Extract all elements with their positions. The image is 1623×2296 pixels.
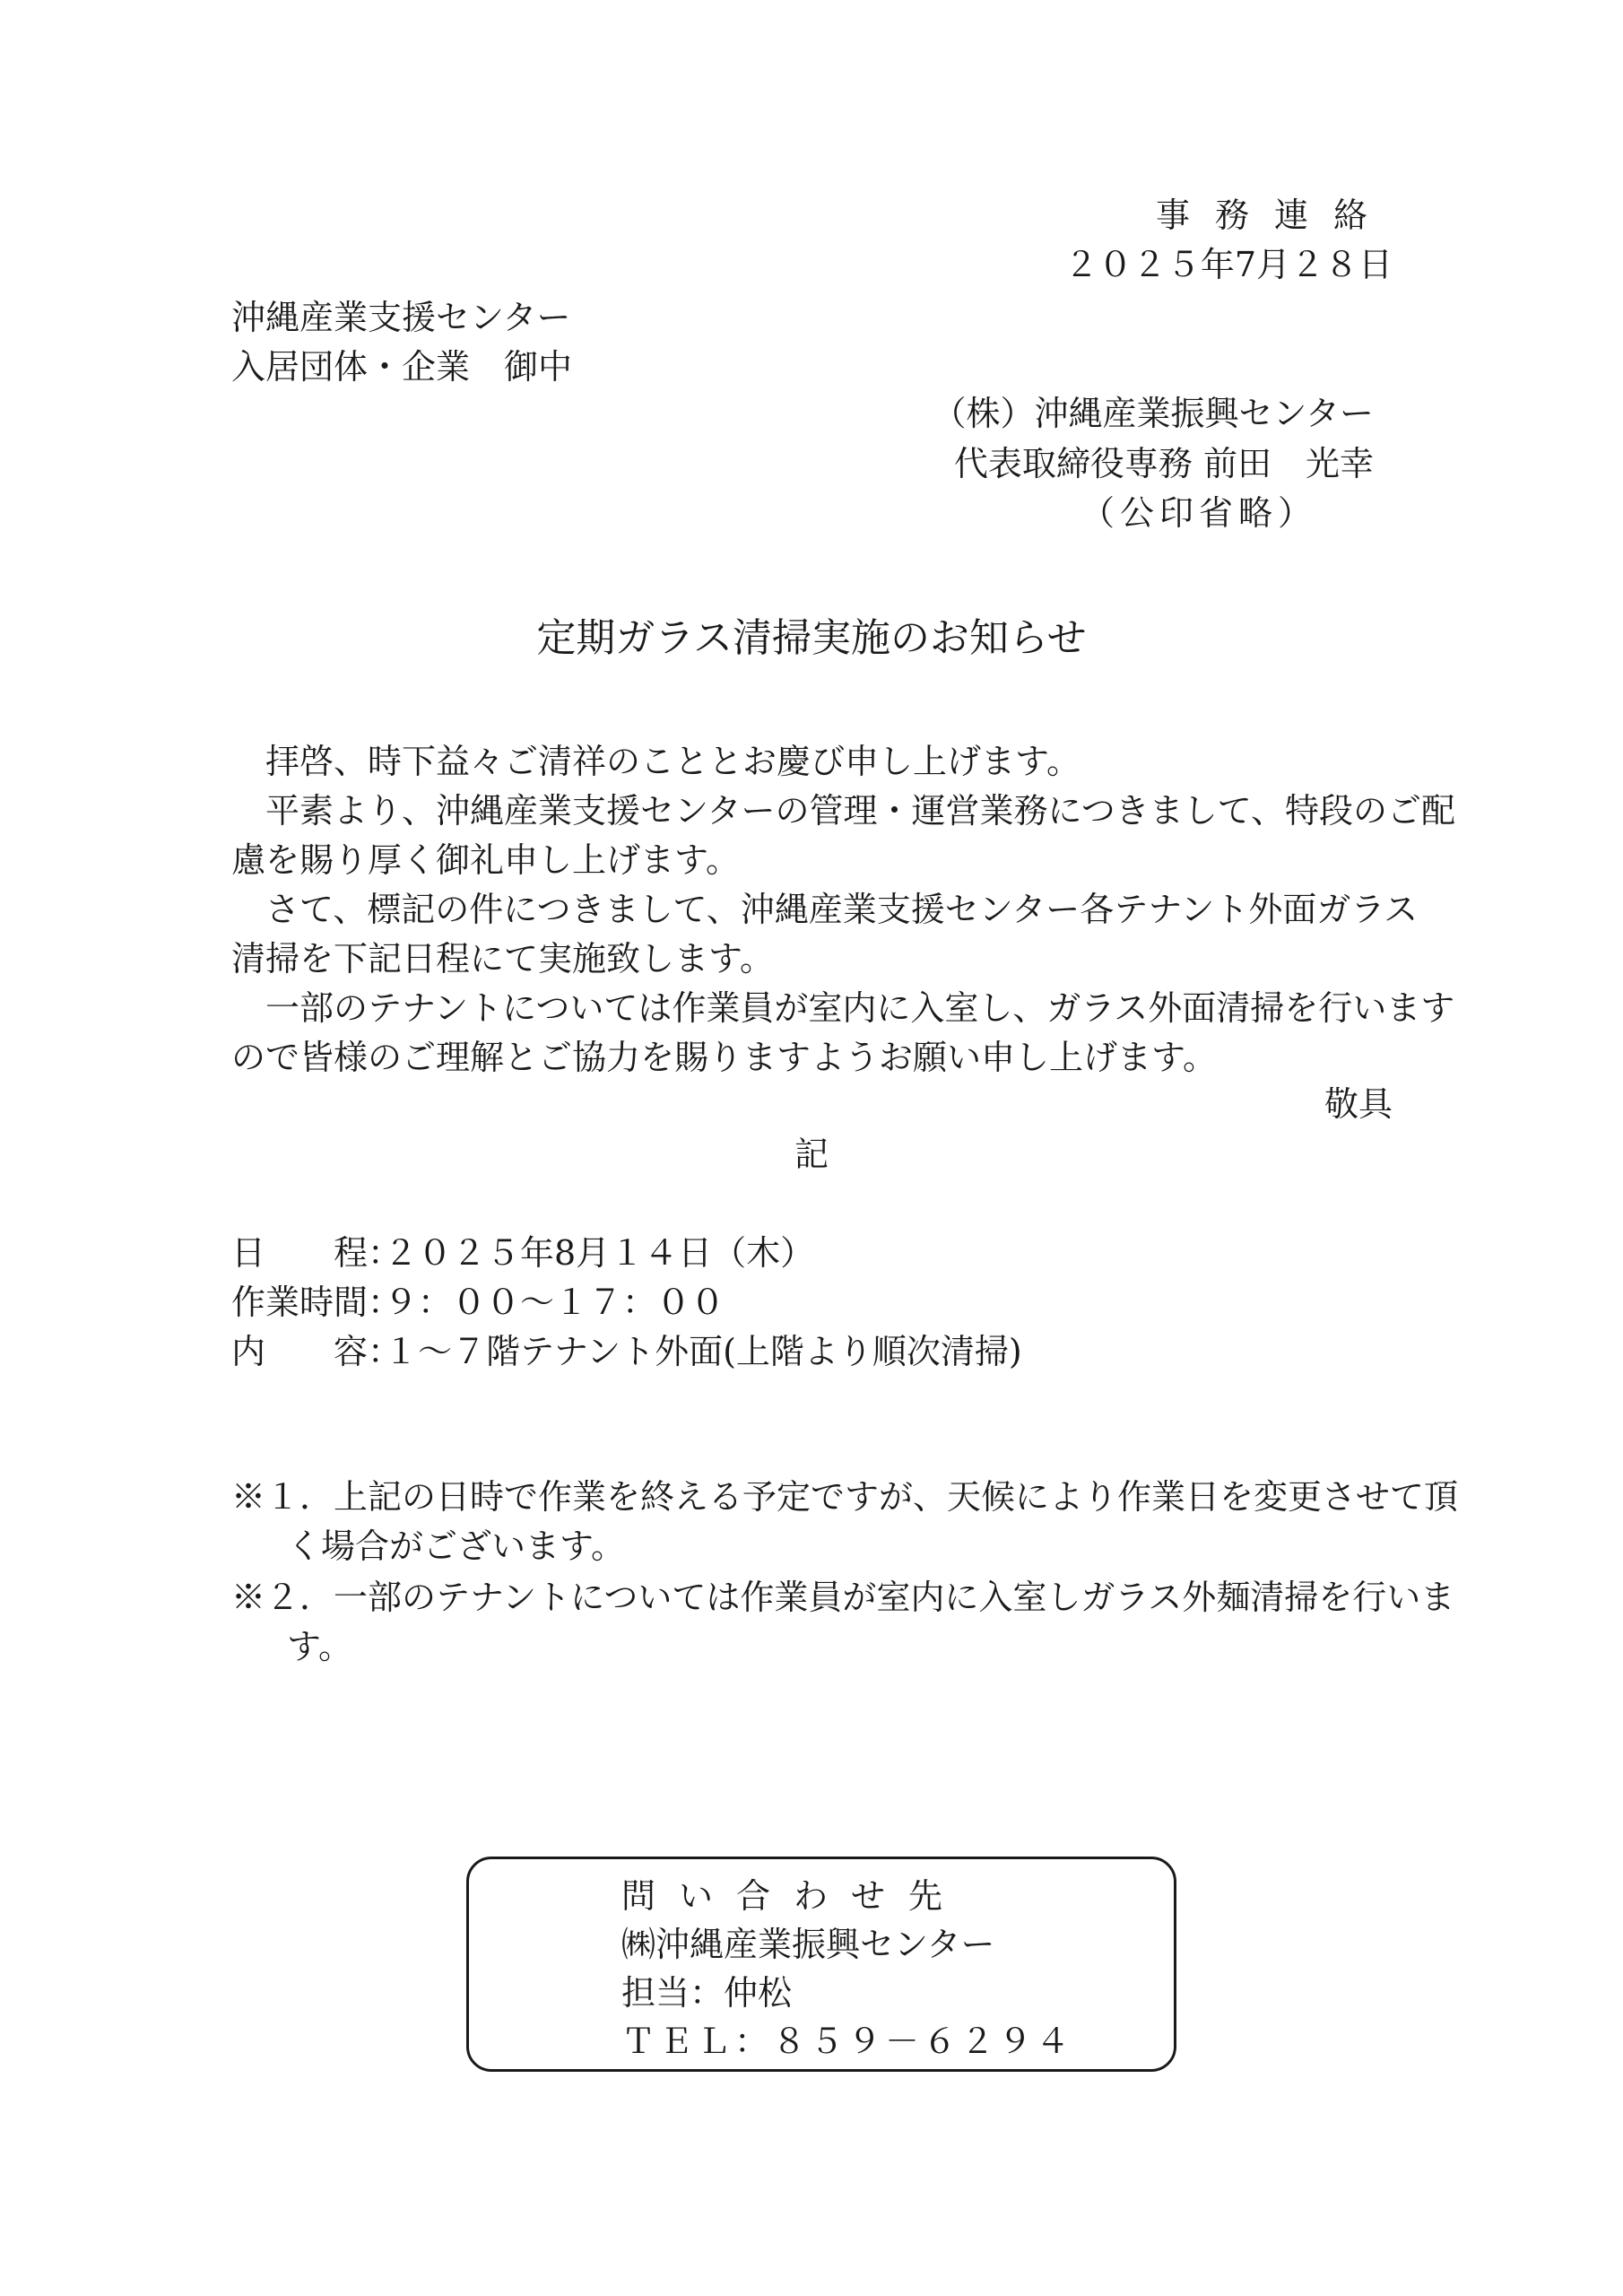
- contact-heading: 問い合わせ先: [621, 1876, 967, 1916]
- contact-person: 担当：仲松: [621, 1973, 793, 2013]
- contact-tel: ＴＥＬ：８５９－６２９４: [621, 2022, 1074, 2061]
- detail-content-label: 内 容：: [231, 1332, 403, 1371]
- note-1-line-1: ※１．上記の日時で作業を終える予定ですが、天候により作業日を変更させて頂: [231, 1477, 1459, 1517]
- detail-content-row: [231, 1332, 1022, 1371]
- detail-date-row: [231, 1233, 815, 1273]
- closing-keigu: 敬具: [1324, 1084, 1393, 1124]
- detail-date-value: ２０２５年8月１４日（木）: [384, 1233, 815, 1273]
- document-title: 定期ガラス清掃実施のお知らせ: [536, 615, 1087, 661]
- body-paragraph-4-line-1: 一部のテナントについては作業員が室内に入室し、ガラス外面清掃を行います: [265, 988, 1455, 1028]
- document-date: ２０２５年7月２８日: [1063, 245, 1393, 284]
- recipient-line-1: 沖縄産業支援センター: [231, 298, 571, 337]
- detail-date-label: 日 程：: [231, 1233, 403, 1273]
- note-1-line-2: く場合がございます。: [287, 1526, 625, 1566]
- note-2-line-2: す。: [287, 1627, 352, 1666]
- sender-title-name: 代表取締役専務 前田 光幸: [953, 444, 1374, 483]
- note-2-line-1: ※２．一部のテナントについては作業員が室内に入室しガラス外麺清掃を行いま: [231, 1578, 1455, 1617]
- body-paragraph-2-line-1: 平素より、沖縄産業支援センターの管理・運営業務につきまして、特段のご配: [265, 791, 1455, 831]
- body-paragraph-2-line-2: 慮を賜り厚く御礼申し上げます。: [231, 840, 740, 880]
- detail-content-value: １～７階テナント外面(上階より順次清掃): [384, 1332, 1022, 1371]
- sender-company: （株）沖縄産業振興センター: [932, 394, 1374, 433]
- memo-type: 事務連絡: [1155, 196, 1393, 235]
- contact-company: ㈱沖縄産業振興センター: [621, 1925, 995, 1964]
- recipient-line-2: 入居団体・企業 御中: [231, 347, 573, 387]
- ki-heading: 記: [794, 1135, 829, 1174]
- detail-time-row: [231, 1283, 725, 1322]
- body-paragraph-3-line-1: さて、標記の件につきまして、沖縄産業支援センター各テナント外面ガラス: [265, 890, 1419, 929]
- body-paragraph-4-line-2: ので皆様のご理解とご協力を賜りますようお願い申し上げます。: [231, 1038, 1217, 1077]
- body-paragraph-3-line-2: 清掃を下記日程にて実施致します。: [231, 939, 774, 978]
- detail-time-value: ９：００～１７：００: [384, 1283, 725, 1322]
- detail-time-label: 作業時間：: [231, 1283, 403, 1322]
- body-paragraph-1: 拝啓、時下益々ご清祥のこととお慶び申し上げます。: [265, 742, 1081, 781]
- contact-box: [466, 1857, 1176, 2072]
- seal-omitted-note: （公印省略）: [1081, 493, 1318, 533]
